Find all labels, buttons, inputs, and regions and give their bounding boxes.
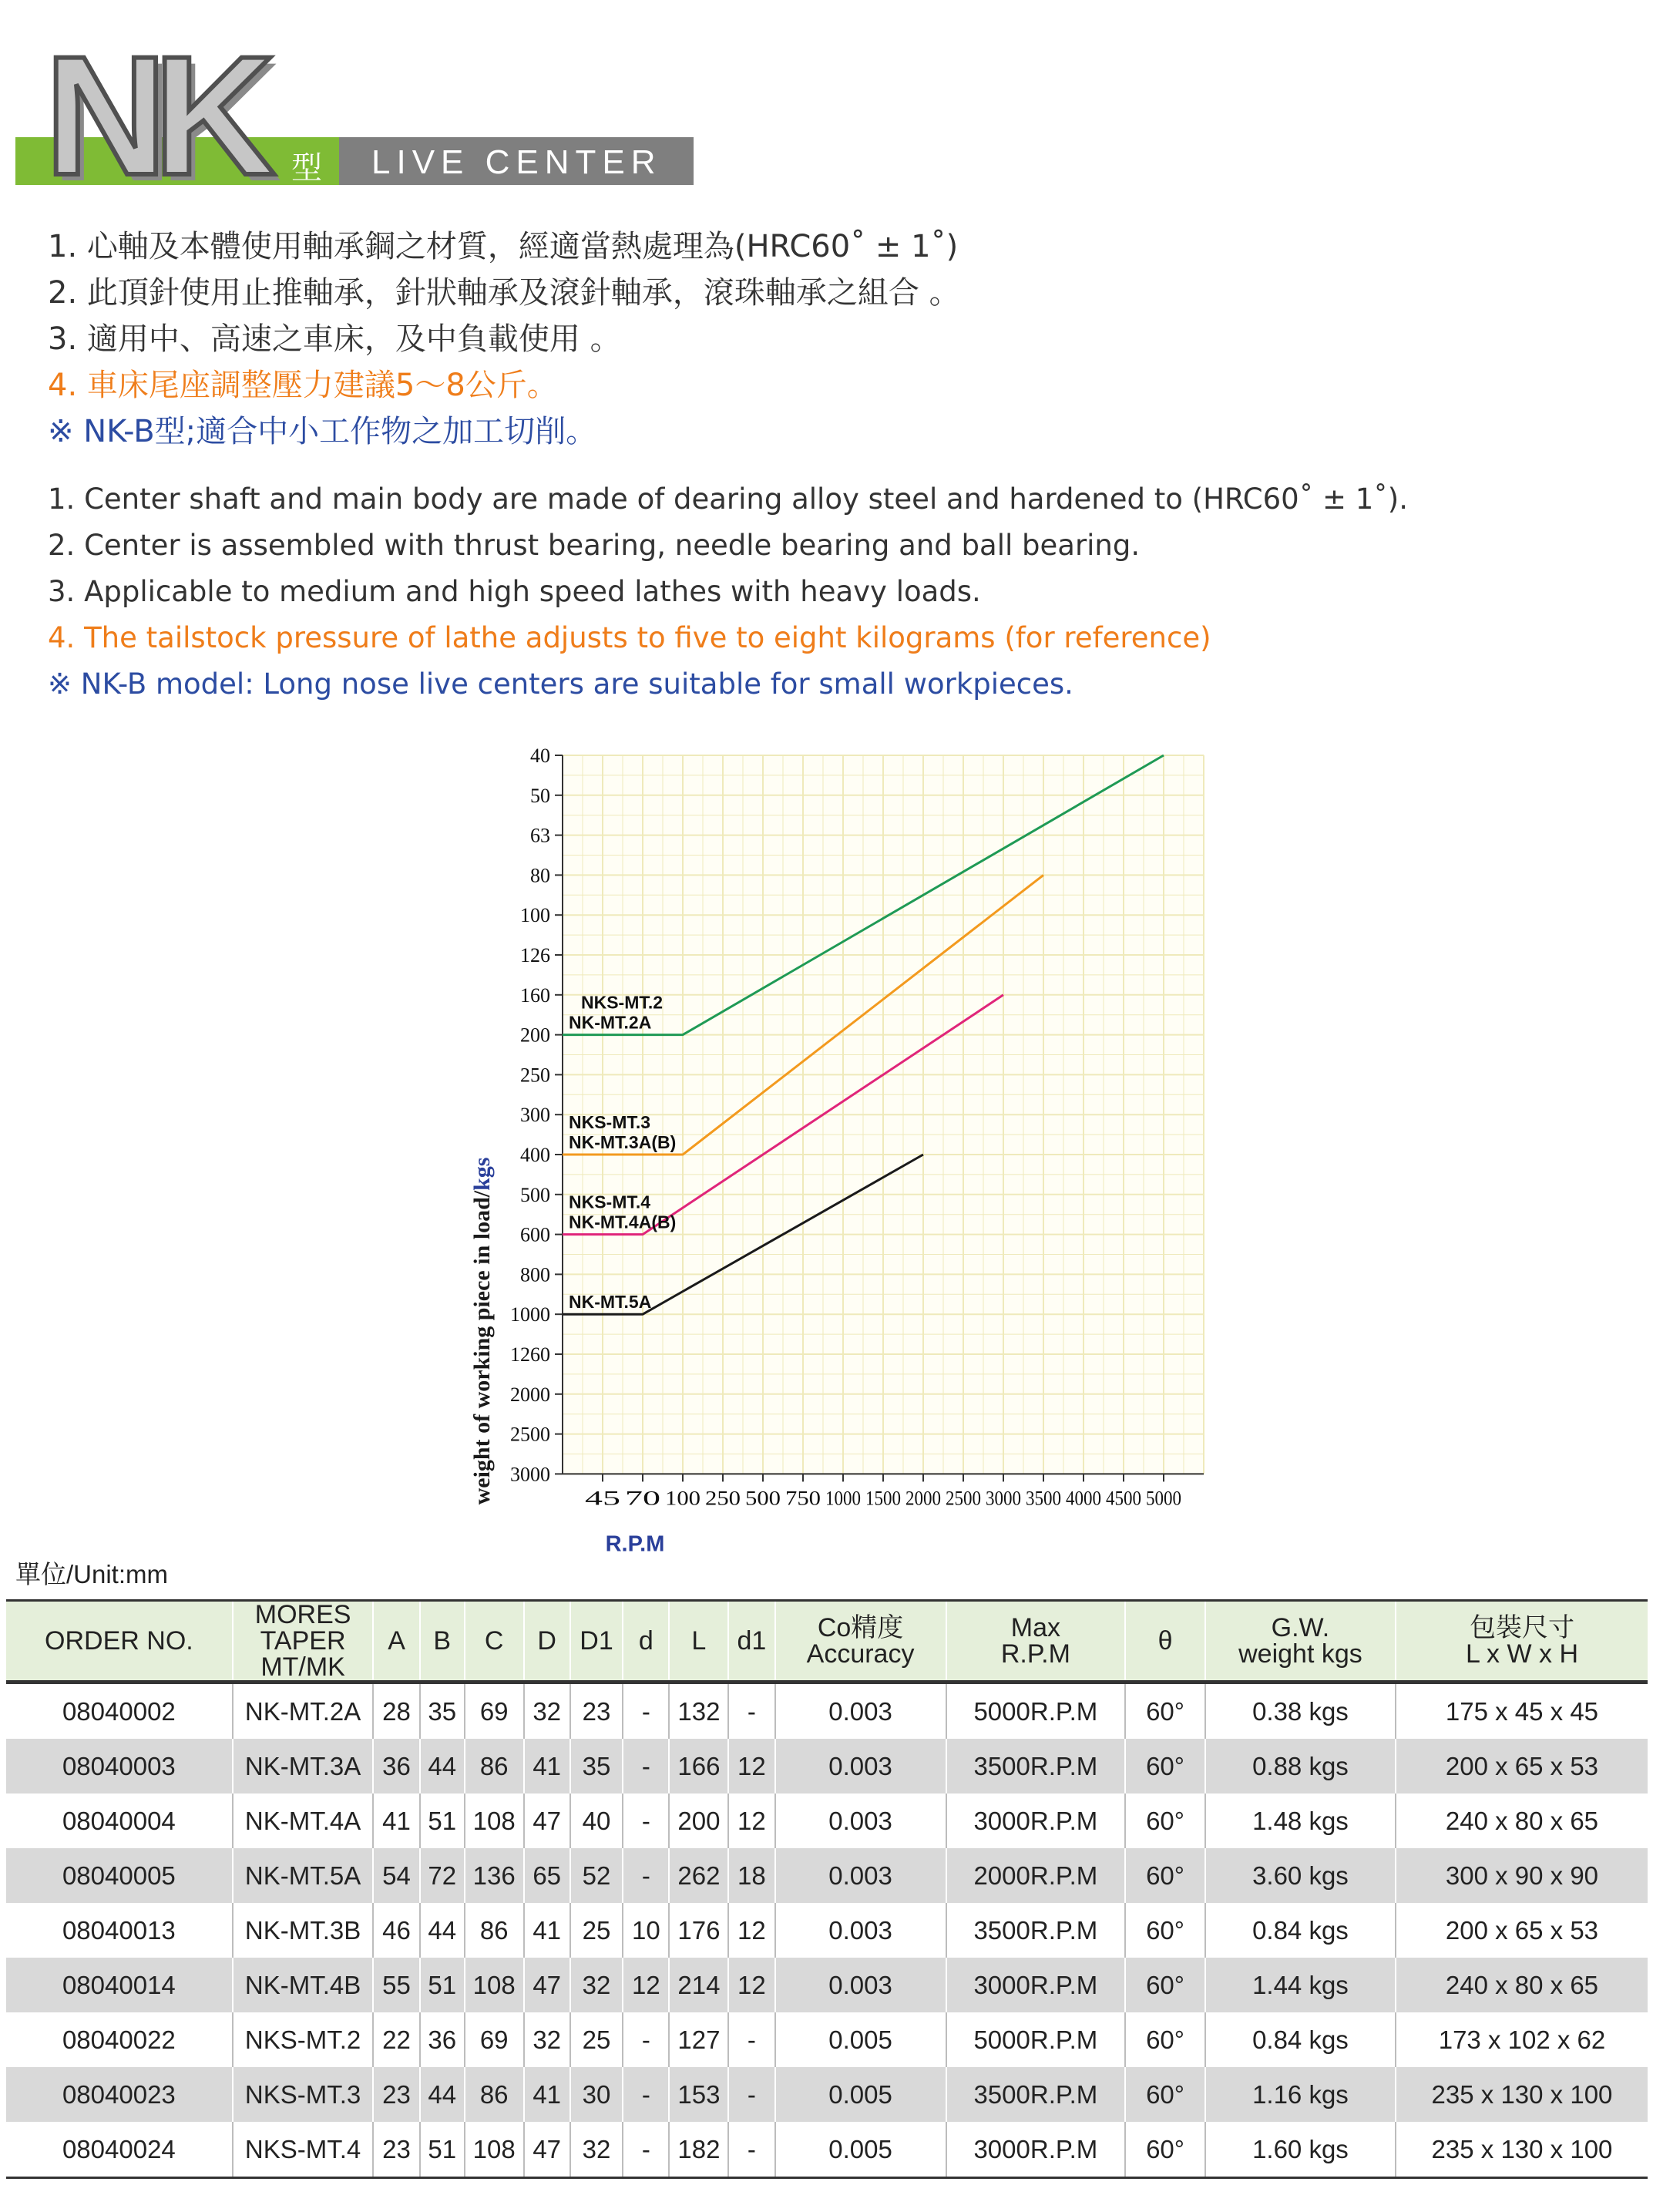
y-tick-label: 500 (520, 1183, 550, 1206)
col-header-line: θ (1157, 1626, 1173, 1656)
col-header-accuracy (775, 1601, 946, 1683)
cell-c: 86 (465, 1739, 524, 1793)
cell-max-rpm: 3500R.P.M (946, 1739, 1126, 1793)
header-banner (0, 0, 1653, 210)
cell-d1-small: 12 (728, 1958, 774, 2012)
y-tick-label: 50 (530, 784, 550, 807)
y-tick-label: 80 (530, 864, 550, 887)
table-row (6, 1683, 1648, 1740)
cell-b: 44 (420, 1739, 465, 1793)
col-header-line: weight kgs (1238, 1639, 1362, 1669)
cell-d: 47 (524, 2122, 570, 2178)
cell-a: 54 (373, 1848, 419, 1903)
spec-table (6, 1599, 1648, 2179)
cell-b: 51 (420, 1793, 465, 1848)
cell-max-rpm: 5000R.P.M (946, 2012, 1126, 2067)
cell-d1-small: 12 (728, 1903, 774, 1958)
cell-d-small: - (623, 1683, 669, 1740)
col-header-line: R.P.M (1000, 1639, 1070, 1669)
cell-theta: 60° (1125, 2122, 1205, 2178)
series-label-3: NK-MT.4A(B) (569, 1212, 677, 1232)
cell-c: 108 (465, 1793, 524, 1848)
y-tick-label: 2500 (510, 1423, 550, 1446)
cell-b: 72 (420, 1848, 465, 1903)
col-header-l (669, 1601, 728, 1683)
col-header-line: G.W. (1271, 1613, 1330, 1642)
cell-l: 176 (669, 1903, 728, 1958)
cell-a: 23 (373, 2122, 419, 2178)
note-zh-1: 1. 心軸及本體使用軸承鋼之材質，經適當熱處理為(HRC60˚ ± 1˚) (48, 229, 959, 264)
col-header-line: D (537, 1626, 556, 1656)
col-header-a (373, 1601, 419, 1683)
y-tick-label: 300 (520, 1104, 550, 1127)
col-header-max-rpm (946, 1601, 1126, 1683)
y-tick-label: 3000 (510, 1463, 550, 1486)
x-tick-label: 5000 (1146, 1487, 1181, 1510)
cell-d1-small: 12 (728, 1739, 774, 1793)
cell-accuracy: 0.003 (775, 1793, 946, 1848)
x-axis-title: R.P.M (605, 1531, 665, 1557)
y-tick-label: 2000 (510, 1383, 550, 1406)
col-header-line: C (484, 1626, 504, 1656)
col-header-line: MT/MK (260, 1652, 345, 1682)
cell-b: 36 (420, 2012, 465, 2067)
notes-english (48, 476, 1408, 708)
y-tick-label: 160 (520, 983, 550, 1007)
cell-max-rpm: 3000R.P.M (946, 2122, 1126, 2178)
col-header-line: B (433, 1626, 452, 1656)
cell-package-size: 173 x 102 x 62 (1438, 2025, 1606, 2054)
cell-d1-small: 12 (728, 1793, 774, 1848)
cell-gross-weight: 0.84 kgs (1205, 2012, 1396, 2067)
cell-l: 200 (669, 1793, 728, 1848)
cell-gross-weight: 1.48 kgs (1205, 1793, 1396, 1848)
cell-accuracy: 0.005 (775, 2067, 946, 2122)
note-en-4: 4. The tailstock pressure of lathe adjusts to five to eight kilograms (for reference) (48, 621, 1211, 654)
cell-gross-weight: 1.60 kgs (1205, 2122, 1396, 2178)
series-label-3: NKS-MT.4 (569, 1192, 651, 1212)
cell-mores-taper: NK-MT.2A (233, 1683, 374, 1740)
series-label-1: NK-MT.2A (569, 1012, 652, 1033)
cell-package-size: 200 x 65 x 53 (1445, 1915, 1599, 1945)
table-header-row (6, 1601, 1648, 1683)
note-zh-3: 3. 適用中、高速之車床，及中負載使用 。 (48, 321, 621, 357)
cell-d: 41 (524, 1739, 570, 1793)
table-row (6, 1903, 1648, 1958)
cell-l: 132 (669, 1683, 728, 1740)
cell-b: 51 (420, 1958, 465, 2012)
x-tick-label: 2500 (946, 1487, 981, 1510)
cell-order-no: 08040003 (6, 1739, 233, 1793)
col-header-line: d1 (737, 1626, 767, 1656)
x-tick-label: 2000 (905, 1487, 941, 1510)
logo-nk: NK (45, 21, 262, 210)
y-tick-label: 100 (520, 904, 550, 927)
cell-d-small: - (623, 2012, 669, 2067)
cell-d: 47 (524, 1958, 570, 2012)
col-header-d-small (623, 1601, 669, 1683)
col-header-line: A (388, 1626, 405, 1656)
x-tick-label: 4500 (1106, 1487, 1141, 1510)
cell-mores-taper: NK-MT.3A (233, 1739, 374, 1793)
cell-d-small: - (623, 1739, 669, 1793)
col-header-d (524, 1601, 570, 1683)
cell-a: 28 (373, 1683, 419, 1740)
cell-c: 86 (465, 1903, 524, 1958)
note-en-2: 2. Center is assembled with thrust bearing, needle bearing and ball bearing. (48, 529, 1141, 562)
cell-package-size: 200 x 65 x 53 (1396, 1739, 1648, 1793)
cell-d1: 25 (570, 2012, 623, 2067)
col-header-line: MORES TAPER (254, 1600, 351, 1656)
cell-gross-weight: 0.38 kgs (1205, 1683, 1396, 1740)
cell-accuracy: 0.003 (775, 1739, 946, 1793)
col-header-mores-taper (233, 1601, 374, 1683)
x-tick-label: 250 (705, 1487, 741, 1510)
y-tick-label: 63 (530, 824, 550, 847)
note-en-5: ※ NK-B model: Long nose live centers are suitable for small workpieces. (48, 667, 1073, 701)
cell-d: 32 (524, 1683, 570, 1740)
x-tick-label: 45 (585, 1487, 620, 1510)
cell-accuracy: 0.003 (775, 1903, 946, 1958)
cell-theta: 60° (1125, 1793, 1205, 1848)
notes-chinese (48, 224, 960, 455)
col-header-d1-small (728, 1601, 774, 1683)
cell-d1: 52 (570, 1848, 623, 1903)
table-row (6, 1739, 1648, 1793)
cell-package-size: 235 x 130 x 100 (1396, 2122, 1648, 2178)
cell-a: 23 (373, 2067, 419, 2122)
cell-d-small: - (623, 2067, 669, 2122)
y-tick-label: 126 (520, 944, 550, 966)
col-header-b (420, 1601, 465, 1683)
cell-l: 166 (669, 1739, 728, 1793)
table-row (6, 1958, 1648, 2012)
x-tick-label: 500 (745, 1487, 781, 1510)
table-row (6, 2122, 1648, 2178)
cell-mores-taper: NKS-MT.3 (233, 2067, 374, 2122)
cell-d1: 32 (570, 1958, 623, 2012)
x-tick-label: 4000 (1066, 1487, 1101, 1510)
cell-accuracy: 0.003 (775, 1848, 946, 1903)
col-header-line: Accuracy (806, 1639, 915, 1669)
cell-theta: 60° (1125, 1958, 1205, 2012)
x-tick-label: 70 (625, 1487, 660, 1510)
cell-theta: 60° (1125, 2067, 1205, 2122)
cell-order-no: 08040022 (6, 2012, 233, 2067)
cell-d1: 40 (570, 1793, 623, 1848)
col-header-line: Co精度 (817, 1613, 904, 1642)
note-en-3: 3. Applicable to medium and high speed lathes with heavy loads. (48, 575, 981, 608)
cell-d: 65 (524, 1848, 570, 1903)
cell-mores-taper: NK-MT.3B (233, 1903, 374, 1958)
cell-d1: 25 (570, 1903, 623, 1958)
col-header-line: 包裝尺寸 (1469, 1613, 1574, 1642)
cell-max-rpm: 3000R.P.M (946, 1958, 1126, 2012)
cell-d-small: - (623, 1848, 669, 1903)
note-zh-5: ※ NK-B型;適合中小工作物之加工切削。 (48, 414, 597, 449)
cell-d: 41 (524, 1903, 570, 1958)
cell-mores-taper: NKS-MT.2 (233, 2012, 374, 2067)
cell-order-no: 08040013 (6, 1903, 233, 1958)
series-label-1: NKS-MT.2 (581, 992, 664, 1013)
x-tick-label: 3500 (1026, 1487, 1061, 1510)
cell-d1: 23 (570, 1683, 623, 1740)
y-tick-label: 600 (520, 1223, 550, 1246)
cell-d: 41 (524, 2067, 570, 2122)
cell-d1-small: - (728, 1683, 774, 1740)
col-header-theta (1125, 1601, 1205, 1683)
cell-max-rpm: 3000R.P.M (946, 1793, 1126, 1848)
cell-a: 22 (373, 2012, 419, 2067)
cell-order-no: 08040002 (6, 1683, 233, 1740)
cell-max-rpm: 3500R.P.M (946, 2067, 1126, 2122)
y-axis-title-text: weight of working piece in load/ (469, 1190, 495, 1505)
cell-accuracy: 0.003 (775, 1958, 946, 2012)
load-rpm-chart (455, 732, 1264, 1565)
cell-gross-weight: 1.44 kgs (1205, 1958, 1396, 2012)
note-zh-4: 4. 車床尾座調整壓力建議5～8公斤。 (48, 368, 558, 403)
cell-d-small: - (623, 1793, 669, 1848)
col-header-gross-weight (1205, 1601, 1396, 1683)
col-header-line: Max (1010, 1613, 1060, 1642)
y-axis-title (469, 1158, 495, 1505)
col-header-line: L x W x H (1465, 1639, 1579, 1669)
cell-b: 51 (420, 2122, 465, 2178)
y-tick-label: 250 (520, 1064, 550, 1087)
x-tick-label: 1000 (825, 1487, 861, 1510)
cell-c: 69 (465, 2012, 524, 2067)
cell-d-small: 10 (623, 1903, 669, 1958)
series-label-2: NK-MT.3A(B) (569, 1132, 677, 1152)
cell-package-size: 300 x 90 x 90 (1396, 1848, 1648, 1903)
cell-order-no: 08040014 (6, 1958, 233, 2012)
cell-l: 127 (669, 2012, 728, 2067)
cell-order-no: 08040004 (6, 1793, 233, 1848)
cell-d-small: - (623, 2122, 669, 2178)
cell-mores-taper: NKS-MT.4 (233, 2122, 374, 2178)
cell-a: 36 (373, 1739, 419, 1793)
col-header-c (465, 1601, 524, 1683)
cell-d1-small: - (728, 2012, 774, 2067)
col-header-package-size (1396, 1601, 1648, 1683)
cell-b: 44 (420, 1903, 465, 1958)
cell-accuracy: 0.005 (775, 2122, 946, 2178)
type-char: 型 (291, 151, 322, 185)
cell-d1: 32 (570, 2122, 623, 2178)
cell-l: 182 (669, 2122, 728, 2178)
cell-max-rpm: 3500R.P.M (946, 1903, 1126, 1958)
cell-d: 47 (524, 1793, 570, 1848)
cell-c: 69 (465, 1683, 524, 1740)
cell-theta: 60° (1125, 1739, 1205, 1793)
cell-package-size: 175 x 45 x 45 (1445, 1696, 1599, 1726)
cell-gross-weight: 1.16 kgs (1205, 2067, 1396, 2122)
x-tick-label: 1500 (865, 1487, 901, 1510)
cell-gross-weight: 0.84 kgs (1205, 1903, 1396, 1958)
cell-max-rpm: 2000R.P.M (946, 1848, 1126, 1903)
cell-d1-small: - (728, 2067, 774, 2122)
cell-package-size: 240 x 80 x 65 (1445, 1806, 1599, 1835)
note-zh-2: 2. 此頂針使用止推軸承，針狀軸承及滾針軸承，滾珠軸承之組合 。 (48, 275, 960, 311)
cell-accuracy: 0.005 (775, 2012, 946, 2067)
table-row (6, 1793, 1648, 1848)
cell-l: 262 (669, 1848, 728, 1903)
cell-b: 44 (420, 2067, 465, 2122)
cell-l: 214 (669, 1958, 728, 2012)
cell-c: 86 (465, 2067, 524, 2122)
series-label-4: NK-MT.5A (569, 1292, 652, 1313)
cell-mores-taper: NK-MT.5A (233, 1848, 374, 1903)
cell-max-rpm: 5000R.P.M (946, 1683, 1126, 1740)
header-subtitle: LIVE CENTER (371, 143, 662, 181)
table-row (6, 2012, 1648, 2067)
col-header-order-no (6, 1601, 233, 1683)
cell-d1-small: 18 (728, 1848, 774, 1903)
cell-accuracy: 0.003 (775, 1683, 946, 1740)
cell-order-no: 08040005 (6, 1848, 233, 1903)
cell-c: 108 (465, 1958, 524, 2012)
series-label-2: NKS-MT.3 (569, 1112, 651, 1132)
col-header-line: L (691, 1626, 707, 1656)
cell-c: 136 (465, 1848, 524, 1903)
cell-order-no: 08040023 (6, 2067, 233, 2122)
y-axis-title-unit: kgs (469, 1157, 495, 1191)
cell-mores-taper: NK-MT.4B (233, 1958, 374, 2012)
cell-d1: 30 (570, 2067, 623, 2122)
cell-gross-weight: 3.60 kgs (1205, 1848, 1396, 1903)
y-tick-label: 1000 (510, 1303, 550, 1326)
cell-theta: 60° (1125, 1683, 1205, 1740)
note-en-1: 1. Center shaft and main body are made of dearing alloy steel and hardened to (HRC60˚ ± 1˚). (48, 482, 1408, 516)
cell-c: 108 (465, 2122, 524, 2178)
table-body (6, 1683, 1648, 2178)
cell-l: 153 (669, 2067, 728, 2122)
y-tick-label: 40 (530, 745, 550, 767)
cell-package-size: 240 x 80 x 65 (1396, 1958, 1648, 2012)
cell-gross-weight: 0.88 kgs (1205, 1739, 1396, 1793)
cell-d1: 35 (570, 1739, 623, 1793)
cell-theta: 60° (1125, 1903, 1205, 1958)
x-tick-label: 750 (785, 1487, 821, 1510)
cell-a: 55 (373, 1958, 419, 2012)
y-tick-label: 800 (520, 1263, 550, 1286)
table-row (6, 1848, 1648, 1903)
col-header-line: D1 (580, 1626, 613, 1656)
y-tick-label: 400 (520, 1144, 550, 1166)
cell-theta: 60° (1125, 2012, 1205, 2067)
x-tick-label: 100 (665, 1487, 701, 1510)
col-header-d1 (570, 1601, 623, 1683)
cell-d1-small: - (728, 2122, 774, 2178)
col-header-line: d (638, 1626, 653, 1656)
cell-mores-taper: NK-MT.4A (233, 1793, 374, 1848)
y-tick-label: 200 (520, 1024, 550, 1047)
cell-a: 46 (373, 1903, 419, 1958)
col-header-line: ORDER NO. (45, 1626, 193, 1656)
cell-order-no: 08040024 (6, 2122, 233, 2178)
y-tick-label: 1260 (510, 1343, 550, 1366)
cell-package-size: 235 x 130 x 100 (1396, 2067, 1648, 2122)
cell-d: 32 (524, 2012, 570, 2067)
cell-d-small: 12 (623, 1958, 669, 2012)
cell-a: 41 (373, 1793, 419, 1848)
x-tick-label: 3000 (986, 1487, 1021, 1510)
table-row (6, 2067, 1648, 2122)
unit-label: 單位/Unit:mm (15, 1560, 168, 1588)
cell-b: 35 (420, 1683, 465, 1740)
cell-theta: 60° (1125, 1848, 1205, 1903)
